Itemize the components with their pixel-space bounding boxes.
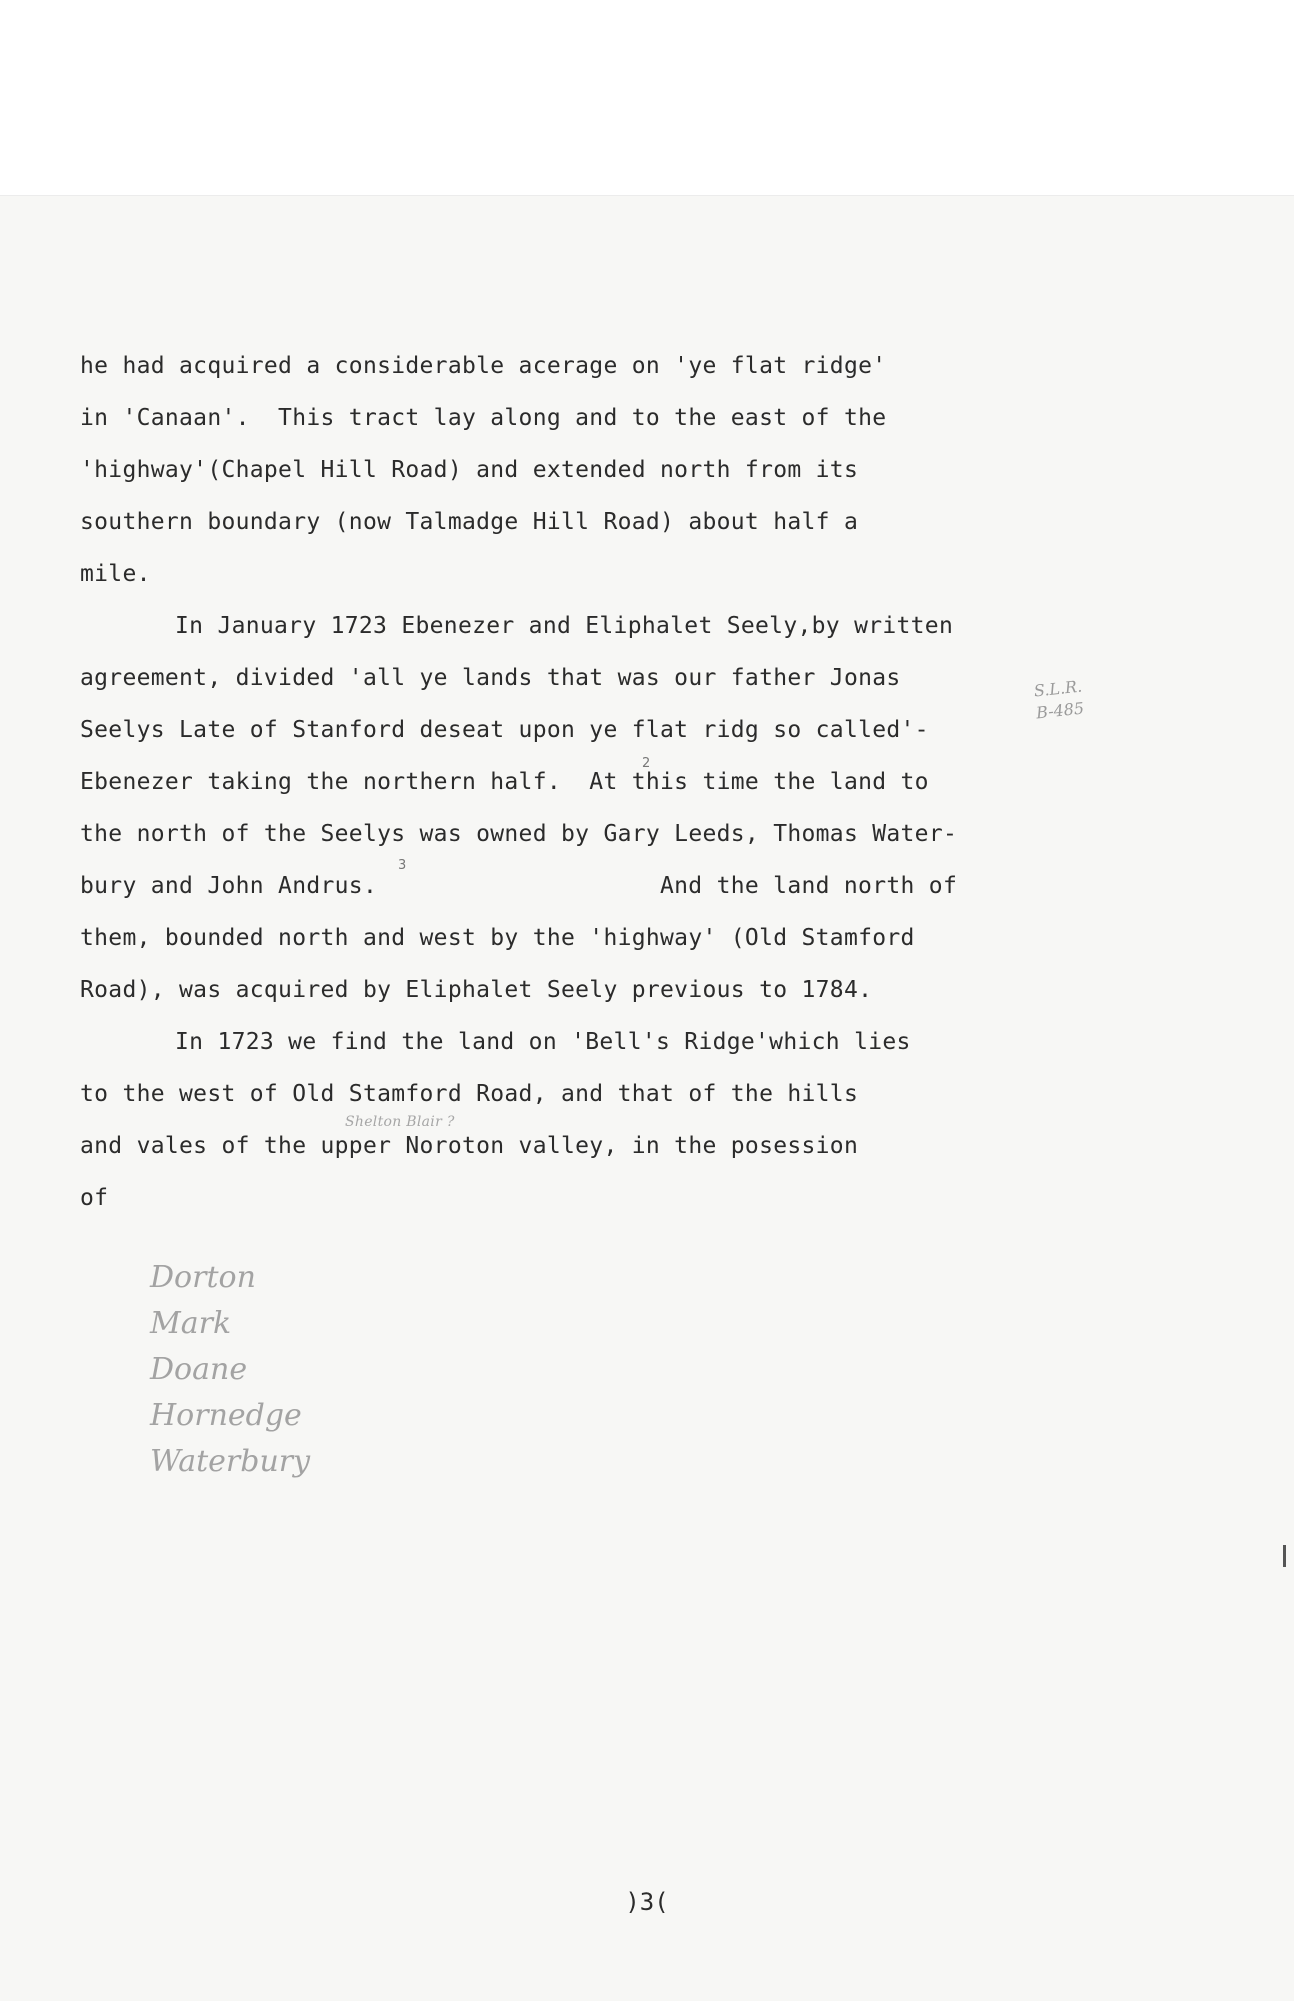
- pencil-list: [150, 1255, 310, 1485]
- margin-note-line: B-485: [1035, 698, 1085, 723]
- text-line: the north of the Seelys was owned by Gary Leeds, Thomas Water-: [80, 821, 958, 847]
- edge-mark: [1283, 1545, 1286, 1567]
- text-line: 'highway'(Chapel Hill Road) and extended north from its: [80, 457, 859, 483]
- text-line: bury and John Andrus.: [80, 873, 378, 899]
- pencil-list-item: Dorton: [150, 1260, 256, 1295]
- text-line: and vales of the upper Noroton valley, in the posession: [80, 1133, 859, 1159]
- text-line: in 'Canaan'. This tract lay along and to the east of the: [80, 405, 887, 431]
- pencil-list-item: Hornedge: [150, 1398, 302, 1433]
- text-line: And the land north of: [660, 873, 958, 899]
- text-line: agreement, divided 'all ye lands that was our father Jonas: [80, 665, 901, 691]
- text-line: he had acquired a considerable acerage on 'ye flat ridge': [80, 353, 887, 379]
- interline-note: Shelton Blair ?: [345, 1114, 455, 1130]
- text-line: In 1723 we find the land on 'Bell's Ridge'which lies: [175, 1029, 911, 1055]
- margin-note-line: S.L.R.: [1032, 676, 1083, 701]
- text-line: them, bounded north and west by the 'highway' (Old Stamford: [80, 925, 915, 951]
- text-line: of: [80, 1185, 109, 1211]
- page-number: )3(: [625, 1888, 669, 1916]
- margin-note: [1033, 676, 1086, 725]
- footnote-mark: 3: [398, 858, 407, 873]
- pencil-list-item: Doane: [150, 1352, 248, 1387]
- text-line: to the west of Old Stamford Road, and that of the hills: [80, 1081, 859, 1107]
- pencil-list-item: Mark: [150, 1306, 232, 1341]
- pencil-list-item: Waterbury: [150, 1444, 311, 1479]
- text-line: Road), was acquired by Eliphalet Seely previous to 1784.: [80, 977, 873, 1003]
- text-line: Seelys Late of Stanford deseat upon ye flat ridg so called'-: [80, 717, 929, 743]
- footnote-mark: 2: [642, 756, 651, 771]
- text-line: In January 1723 Ebenezer and Eliphalet Seely,by written: [175, 613, 954, 639]
- text-line: mile.: [80, 561, 151, 587]
- text-line: Ebenezer taking the northern half. At this time the land to: [80, 769, 929, 795]
- text-line: southern boundary (now Talmadge Hill Road) about half a: [80, 509, 859, 535]
